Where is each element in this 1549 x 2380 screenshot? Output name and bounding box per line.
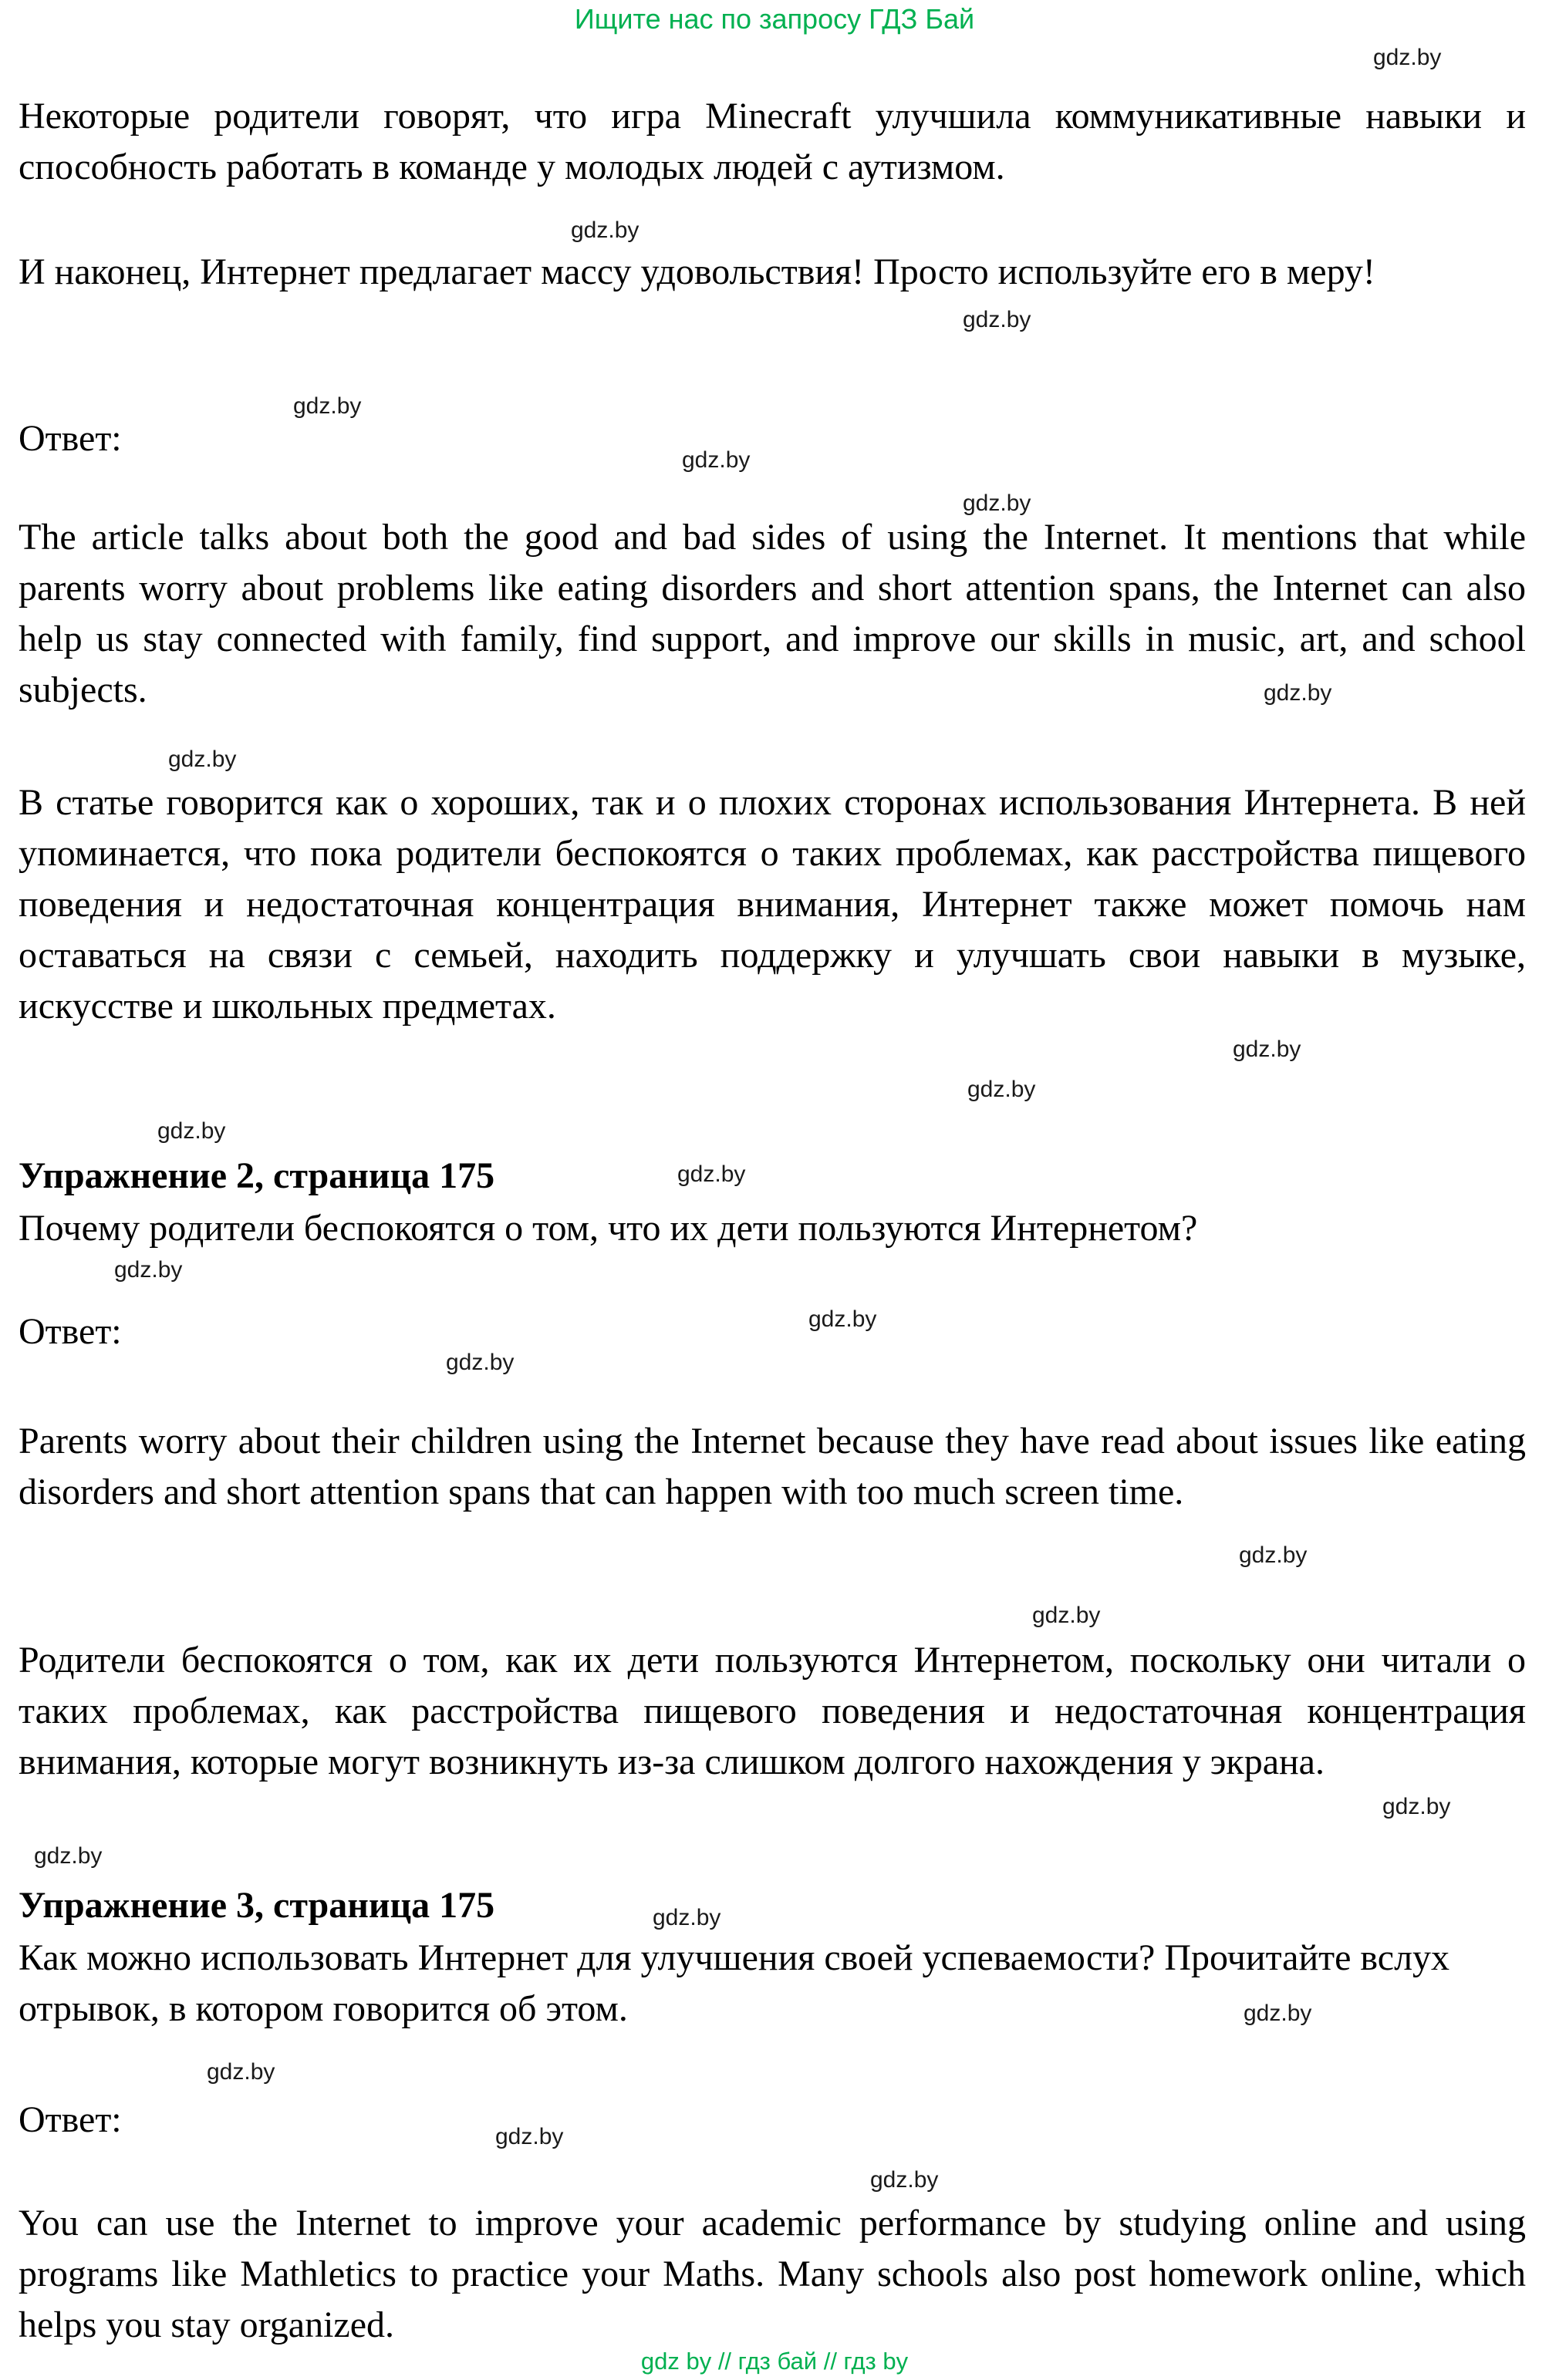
footer-banner: gdz by // гдз бай // гдз by <box>640 2348 909 2375</box>
gdz-watermark: gdz.by <box>571 217 640 243</box>
gdz-watermark: gdz.by <box>653 1905 721 1930</box>
exercise3-answer-english: You can use the Internet to improve your academic performance by studying online and using programs like Mathletics to practice your Maths. Many schools also post homework online, which helps you stay organized. <box>19 2203 1526 2345</box>
gdz-watermark: gdz.by <box>682 447 751 473</box>
exercise2-answer-english: Parents worry about their children using the Internet because they have read about issues like eating disorders and short attention spans that can happen with too much screen time. <box>19 1421 1526 1512</box>
answer-label-2: Ответ: <box>19 1311 122 1352</box>
exercise2-heading: Упражнение 2, страница 175 <box>19 1155 495 1196</box>
gdz-watermark: gdz.by <box>677 1161 746 1187</box>
gdz-watermark: gdz.by <box>1264 680 1332 706</box>
gdz-watermark: gdz.by <box>1239 1542 1308 1568</box>
gdz-watermark: gdz.by <box>114 1257 183 1283</box>
gdz-watermark: gdz.by <box>446 1350 515 1375</box>
gdz-watermark: gdz.by <box>967 1077 1036 1102</box>
gdz-watermark: gdz.by <box>293 393 362 419</box>
closing-paragraph: И наконец, Интернет предлагает массу удовольствия! Просто используйте его в меру! <box>19 251 1375 292</box>
gdz-watermark: gdz.by <box>34 1843 103 1869</box>
gdz-watermark: gdz.by <box>495 2124 564 2149</box>
answer-label-1: Ответ: <box>19 418 122 459</box>
exercise2-answer-russian: Родители беспокоятся о том, как их дети пользуются Интернетом, поскольку они читали о таких проблемах, как расстройства пищевого поведения и недостаточная концентрация внимания, которые могут возникнуть из-за слишком долгого нахождения у экрана. <box>19 1640 1526 1782</box>
gdz-watermark: gdz.by <box>157 1118 226 1144</box>
gdz-watermark: gdz.by <box>207 2059 275 2085</box>
exercise3-question: Как можно использовать Интернет для улучшения своей успеваемости? Прочитайте вслух отрывок, в котором говорится об этом. <box>19 1937 1450 2029</box>
exercise1-answer-english: The article talks about both the good and bad sides of using the Internet. It mentions that while parents worry about problems like eating disorders and short attention spans, the Internet can also help us stay connected with family, find support, and improve our skills in music, art, and school subjects. <box>19 517 1526 710</box>
gdz-watermark: gdz.by <box>808 1306 877 1332</box>
header-banner: Ищите нас по запросу ГДЗ Бай <box>574 3 975 35</box>
gdz-watermark: gdz.by <box>1233 1037 1301 1062</box>
intro-paragraph: Некоторые родители говорят, что игра Minecraft улучшила коммуникативные навыки и способность работать в команде у молодых людей с аутизмом. <box>19 96 1526 187</box>
gdz-watermark: gdz.by <box>1373 45 1442 70</box>
exercise3-heading: Упражнение 3, страница 175 <box>19 1885 495 1926</box>
gdz-watermark: gdz.by <box>870 2167 939 2193</box>
exercise2-question: Почему родители беспокоятся о том, что их дети пользуются Интернетом? <box>19 1208 1198 1249</box>
gdz-watermark: gdz.by <box>963 490 1031 516</box>
gdz-watermark: gdz.by <box>1382 1794 1451 1819</box>
exercise1-answer-russian: В статье говорится как о хороших, так и о плохих сторонах использования Интернета. В ней упоминается, что пока родители беспокоятся о таких проблемах, как расстройства пищевого поведения и недостаточная концентрация внимания, Интернет также может помочь нам оставаться на связи с семьей, находить поддержку и улучшать свои навыки в музыке, искусстве и школьных предметах. <box>19 782 1526 1027</box>
gdz-watermark: gdz.by <box>1244 2001 1312 2026</box>
answer-label-3: Ответ: <box>19 2099 122 2140</box>
gdz-watermark: gdz.by <box>1032 1603 1101 1628</box>
gdz-watermark: gdz.by <box>963 307 1031 332</box>
gdz-watermark: gdz.by <box>168 747 237 772</box>
